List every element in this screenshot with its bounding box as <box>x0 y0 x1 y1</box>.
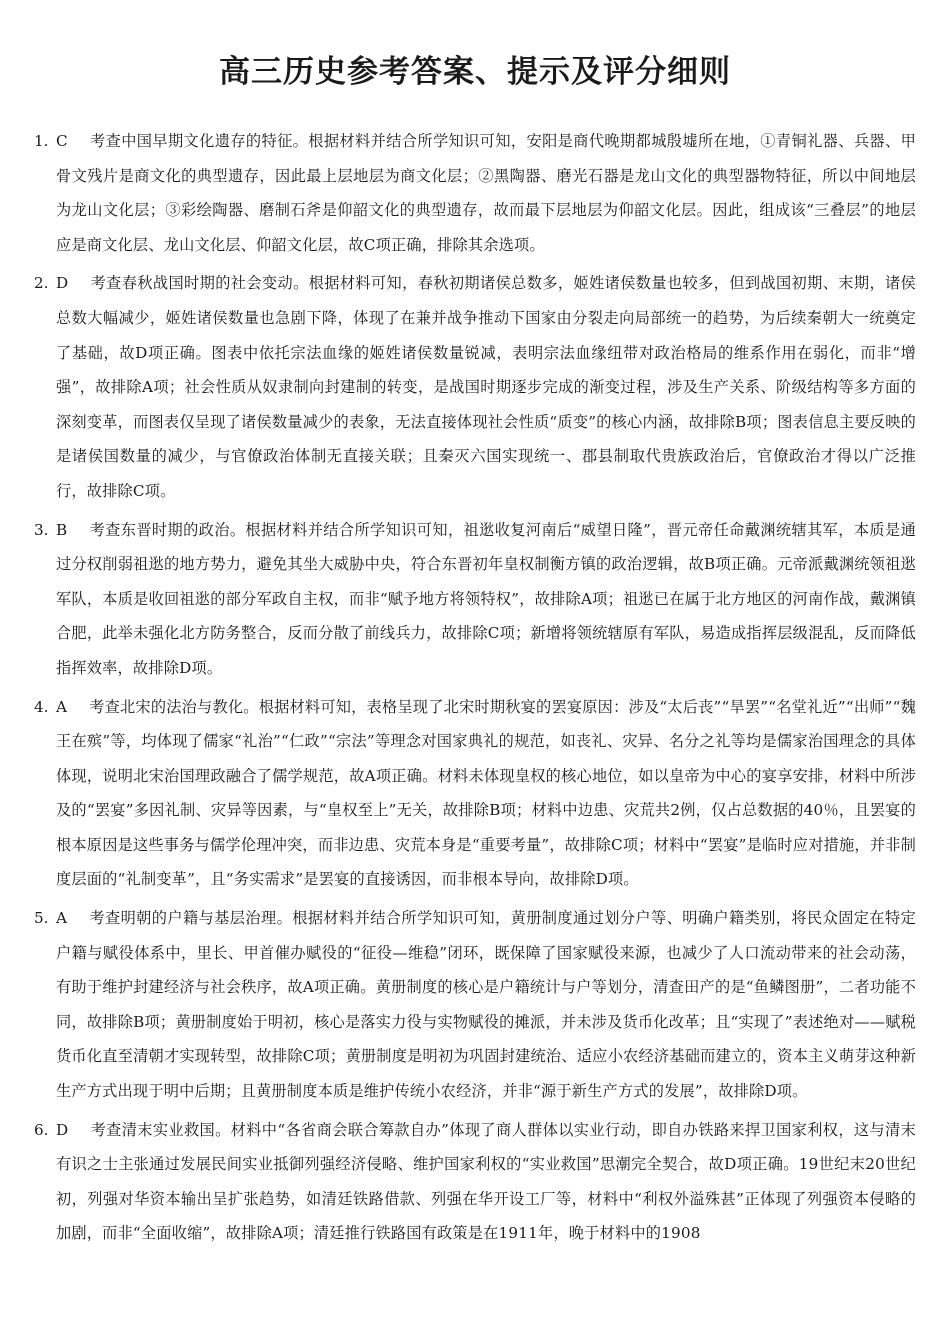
answer-item-3 <box>34 513 916 686</box>
item-answer: D <box>56 1120 69 1139</box>
answer-item-5 <box>34 901 916 1109</box>
item-explanation: 考查清末实业救国。材料中“各省商会联合筹款自办”体现了商人群体以实业行动，即自办铁路来捍卫国家利权，这与清末有识之士主张通过发展民间实业抵御列强经济侵略、维护国家利权的“实业救国”思潮完全契合，故D项正确。19世纪末20世纪初，列强对华资本输出呈扩张趋势，如清廷铁路借款、列强在华开设工厂等，材料中“利权外溢殊甚”正体现了列强资本侵略的加剧，而非“全面收缩”，故排除A项；清廷推行铁路国有政策是在1911年，晚于材料中的1908 <box>56 1120 916 1243</box>
item-answer: A <box>56 909 68 928</box>
answer-item-2 <box>34 266 916 508</box>
item-explanation: 考查春秋战国时期的社会变动。根据材料可知，春秋初期诸侯总数多，姬姓诸侯数量也较多，但到战国初期、末期，诸侯总数大幅减少，姬姓诸侯数量也急剧下降，体现了在兼并战争推动下国家由分裂走向局部统一的趋势，为后续秦朝大一统奠定了基础，故D项正确。图表中依托宗法血缘的姬姓诸侯数量锐减，表明宗法血缘纽带对政治格局的维系作用在弱化，而非“增强”，故排除A项；社会性质从奴隶制向封建制的转变，是战国时期逐步完成的渐变过程，涉及生产关系、阶级结构等多方面的深刻变革，而图表仅呈现了诸侯数量减少的表象，无法直接体现社会性质“质变”的核心内涵，故排除B项；图表信息主要反映的是诸侯国数量的减少，与官僚政治体制无直接关联；且秦灭六国实现统一、郡县制取代贵族政治后，官僚政治才得以广泛推行，故排除C项。 <box>56 274 916 500</box>
page-title: 高三历史参考答案、提示及评分细则 <box>219 54 731 90</box>
item-explanation: 考查东晋时期的政治。根据材料并结合所学知识可知，祖逖收复河南后“威望日隆”，晋元帝任命戴渊统辖其军，本质是通过分权削弱祖逖的地方势力，避免其坐大威胁中央，符合东晋初年皇权制衡方镇的政治逻辑，故B项正确。元帝派戴渊统领祖逖军队，本质是收回祖逖的部分军政自主权，而非“赋予地方将领特权”，故排除A项；祖逖已在属于北方地区的河南作战，戴渊镇合肥，此举未强化北方防务整合，反而分散了前线兵力，故排除C项；新增将领统辖原有军队，易造成指挥层级混乱，反而降低指挥效率，故排除D项。 <box>56 520 916 677</box>
item-number: 4. <box>34 697 49 716</box>
item-number: 2. <box>34 274 49 293</box>
answer-list <box>34 124 916 1255</box>
item-explanation: 考查中国早期文化遗存的特征。根据材料并结合所学知识可知，安阳是商代晚期都城殷墟所在地，①青铜礼器、兵器、甲骨文残片是商文化的典型遗存，因此最上层地层为商文化层；②黑陶器、磨光石器是龙山文化的典型器物特征，所以中间地层为龙山文化层；③彩绘陶器、磨制石斧是仰韶文化的典型遗存，故而最下层地层为仰韶文化层。因此，组成该“三叠层”的地层应是商文化层、龙山文化层、仰韶文化层，故C项正确，排除其余选项。 <box>56 132 916 254</box>
item-answer: A <box>56 697 68 716</box>
item-answer: B <box>56 520 68 539</box>
item-number: 1. <box>34 132 49 150</box>
answer-item-6 <box>34 1113 916 1251</box>
item-answer: D <box>56 274 69 293</box>
item-number: 3. <box>34 520 49 539</box>
item-number: 6. <box>34 1120 49 1139</box>
item-explanation: 考查明朝的户籍与基层治理。根据材料并结合所学知识可知，黄册制度通过划分户等、明确户籍类别，将民众固定在特定户籍与赋役体系中，里长、甲首催办赋役的“征役—维稳”闭环，既保障了国家赋役来源，也减少了人口流动带来的社会动荡，有助于维护封建经济与社会秩序，故A项正确。黄册制度的核心是户籍统计与户等划分，清查田产的是“鱼鳞图册”，二者功能不同，故排除B项；黄册制度始于明初，核心是落实力役与实物赋役的摊派，并未涉及货币化改革；且“实现了”表述绝对——赋税货币化直至清朝才实现转型，故排除C项；黄册制度是明初为巩固封建统治、适应小农经济基础而建立的，资本主义萌芽这种新生产方式出现于明中后期；且黄册制度本质是维护传统小农经济，并非“源于新生产方式的发展”，故排除D项。 <box>56 909 916 1101</box>
item-answer: C <box>56 132 68 150</box>
answer-item-4 <box>34 690 916 898</box>
item-number: 5. <box>34 909 49 928</box>
item-explanation: 考查北宋的法治与教化。根据材料可知，表格呈现了北宋时期秋宴的罢宴原因：涉及“太后丧”“旱罢”“名堂礼近”“出师”“魏王在殡”等，均体现了儒家“礼治”“仁政”“宗法”等理念对国家典礼的规范，如丧礼、灾异、名分之礼等均是儒家治国理念的具体体现，说明北宋治国理政融合了儒学规范，故A项正确。材料未体现皇权的核心地位，如以皇帝为中心的宴享安排，材料中所涉及的“罢宴”多因礼制、灾异等因素，与“皇权至上”无关，故排除B项；材料中边患、灾荒共2例，仅占总数据的40％，且罢宴的根本原因是这些事务与儒学伦理冲突，而非边患、灾荒本身是“重要考量”，故排除C项；材料中“罢宴”是临时应对措施，并非制度层面的“礼制变革”，且“务实需求”是罢宴的直接诱因，而非根本导向，故排除D项。 <box>56 697 916 889</box>
answer-item-1 <box>34 124 916 262</box>
